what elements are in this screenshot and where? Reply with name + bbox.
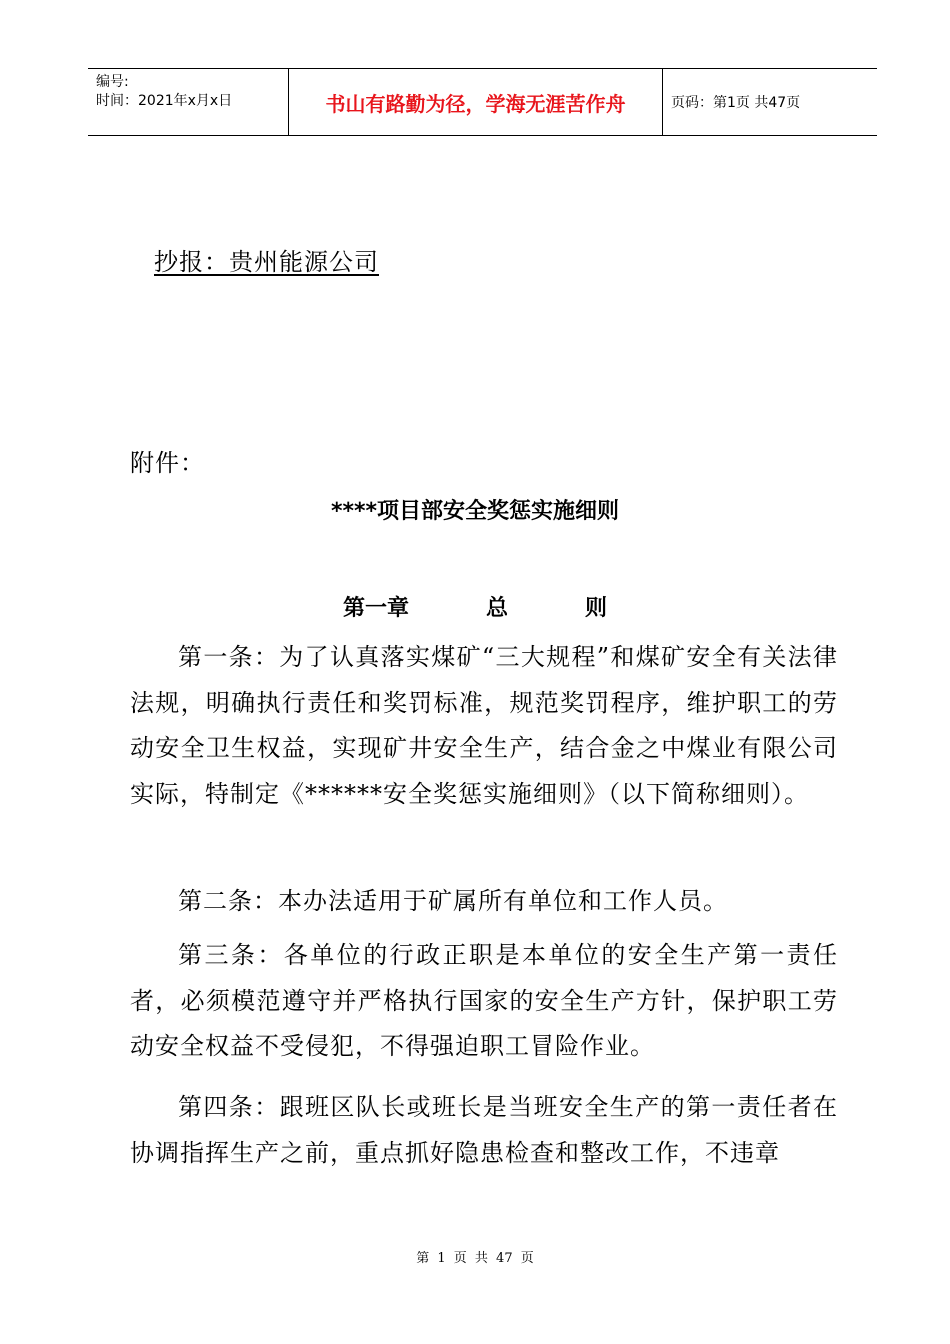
page-footer: 第 1 页 共 47 页 xyxy=(416,1251,534,1266)
article-4-paragraph: 第四条：跟班区队长或班长是当班安全生产的第一责任者在协调指挥生产之前，重点抓好隐患检查和整改工作，不违章 xyxy=(130,1093,838,1167)
chapter-heading: 第一章 总 则 xyxy=(343,596,607,621)
header-meta-cell xyxy=(88,69,288,135)
header-motto: 书山有路勤为径，学海无涯苦作舟 xyxy=(288,69,663,135)
article-3-paragraph: 第三条：各单位的行政正职是本单位的安全生产第一责任者，必须模范遵守并严格执行国家的安全生产方针，保护职工劳动安全权益不受侵犯，不得强迫职工冒险作业。 xyxy=(130,941,838,1060)
document-number-label: 编号: xyxy=(96,74,129,90)
article-1-paragraph: 第一条：为了认真落实煤矿“三大规程”和煤矿安全有关法律法规，明确执行责任和奖罚标准，规范奖罚程序，维护职工的劳动安全卫生权益，实现矿井安全生产，结合金之中煤业有限公司实际，特制定《******安全奖惩实施细则》（以下简称细则）。 xyxy=(130,643,838,808)
page-header-table xyxy=(88,68,877,136)
cc-line xyxy=(130,242,379,277)
attachment-label: 附件： xyxy=(130,449,205,477)
document-title: ****项目部安全奖惩实施细则 xyxy=(330,499,620,524)
article-2-paragraph: 第二条：本办法适用于矿属所有单位和工作人员。 xyxy=(178,887,728,915)
header-page-info: 页码：第1页 共47页 xyxy=(671,95,801,111)
cc-text: 抄报：贵州能源公司 xyxy=(154,248,379,276)
document-time-label: 时间：2021年x月x日 xyxy=(96,93,233,109)
